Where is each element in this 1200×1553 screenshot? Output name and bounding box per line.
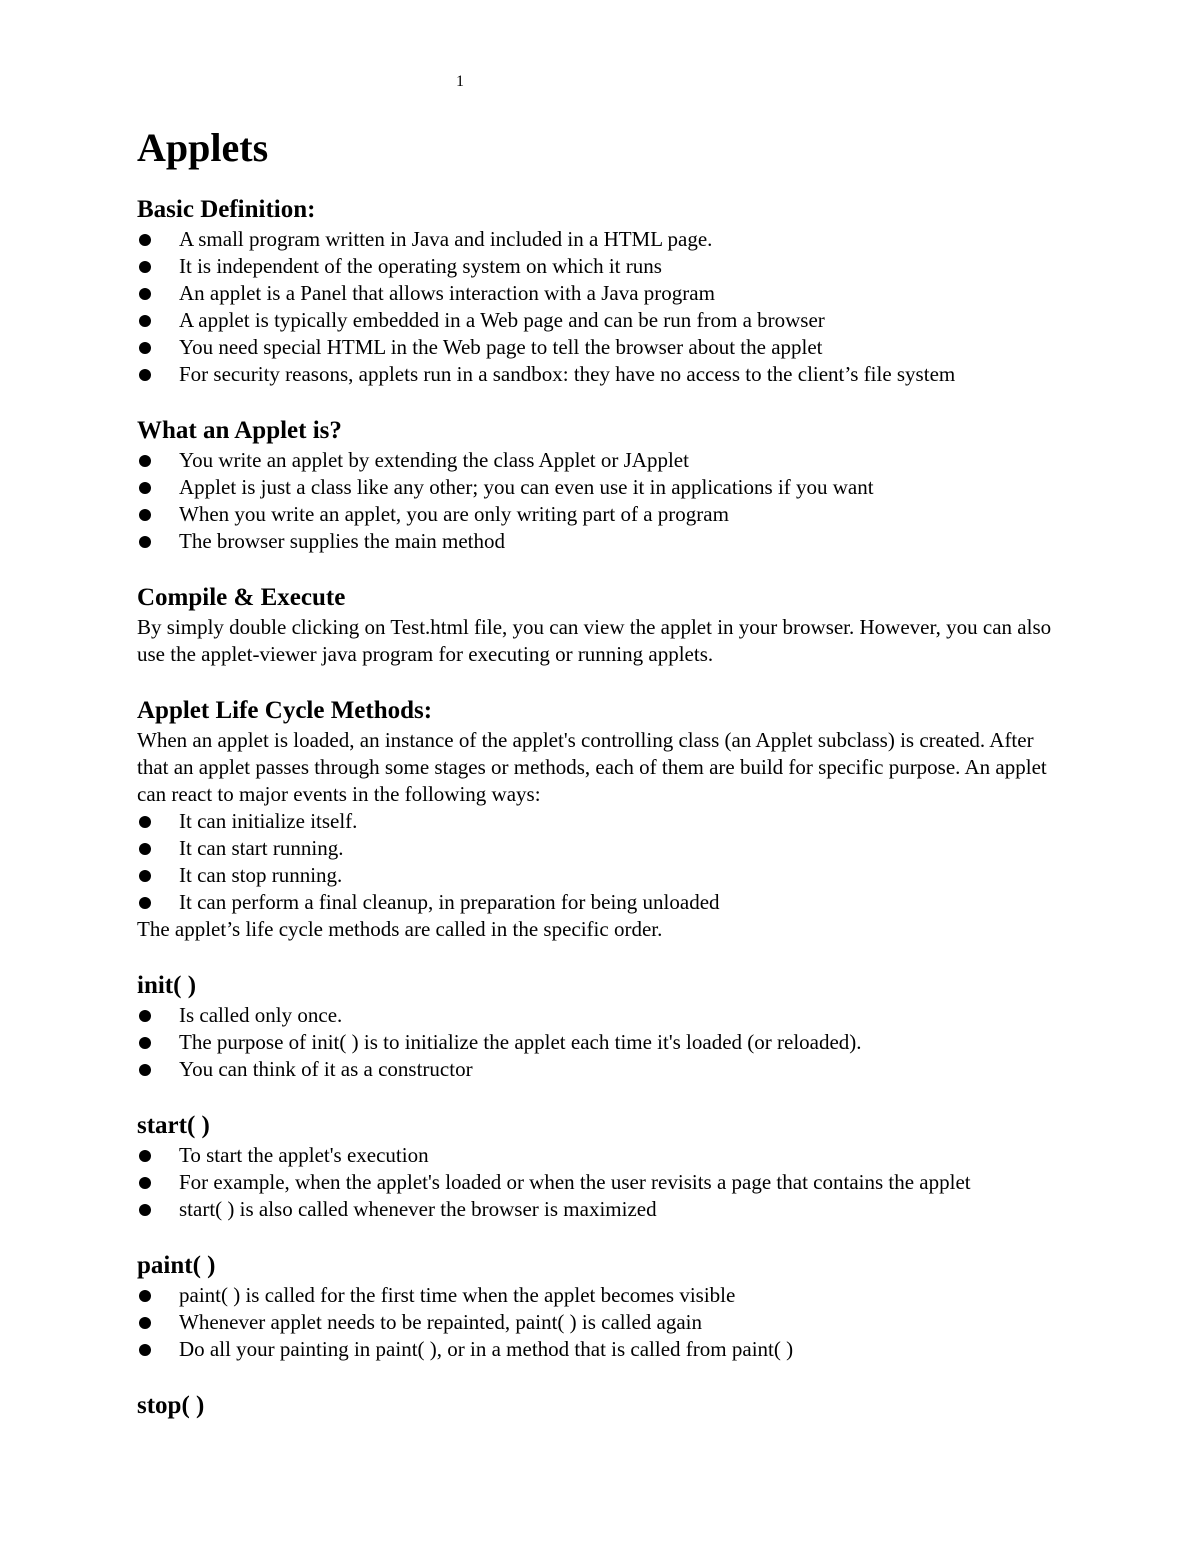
list-item: You can think of it as a constructor	[137, 1056, 1067, 1083]
section-heading: start( )	[137, 1112, 210, 1139]
bullet-list	[137, 226, 1067, 388]
list-item: Do all your painting in paint( ), or in a method that is called from paint( )	[137, 1336, 1067, 1363]
section-what-an-applet-is	[137, 415, 1067, 555]
paragraph: By simply double clicking on Test.html file, you can view the applet in your browser. However, you can also use the applet-viewer java program for executing or running applets.	[137, 615, 1052, 666]
bullet-list	[137, 447, 1067, 555]
section-heading: stop( )	[137, 1392, 205, 1419]
section-life-cycle-methods	[137, 695, 1067, 943]
bullet-icon	[139, 455, 151, 467]
bullet-icon	[139, 1037, 151, 1049]
bullet-icon	[139, 509, 151, 521]
bullet-icon	[139, 816, 151, 828]
bullet-icon	[139, 843, 151, 855]
bullet-list	[137, 1282, 1067, 1363]
bullet-icon	[139, 1344, 151, 1356]
section-heading: Basic Definition:	[137, 196, 316, 223]
list-item: A small program written in Java and included in a HTML page.	[137, 226, 1067, 253]
bullet-icon	[139, 288, 151, 300]
list-item: The browser supplies the main method	[137, 528, 1067, 555]
bullet-icon	[139, 1204, 151, 1216]
list-item: paint( ) is called for the first time when the applet becomes visible	[137, 1282, 1067, 1309]
bullet-list	[137, 1142, 1067, 1223]
document-body	[137, 124, 1067, 1449]
bullet-icon	[139, 1064, 151, 1076]
section-stop	[137, 1390, 1067, 1422]
bullet-icon	[139, 342, 151, 354]
list-item: For example, when the applet's loaded or when the user revisits a page that contains the applet	[137, 1169, 1067, 1196]
list-item: When you write an applet, you are only writing part of a program	[137, 501, 1067, 528]
bullet-icon	[139, 315, 151, 327]
list-item: It can initialize itself.	[137, 808, 1067, 835]
bullet-list	[137, 808, 1067, 916]
list-item: An applet is a Panel that allows interaction with a Java program	[137, 280, 1067, 307]
bullet-icon	[139, 1010, 151, 1022]
list-item: Is called only once.	[137, 1002, 1067, 1029]
bullet-icon	[139, 1290, 151, 1302]
section-compile-execute	[137, 582, 1067, 668]
bullet-icon	[139, 261, 151, 273]
document-title: Applets	[137, 125, 269, 170]
bullet-icon	[139, 1317, 151, 1329]
section-start	[137, 1110, 1067, 1223]
list-item: It can stop running.	[137, 862, 1067, 889]
bullet-icon	[139, 536, 151, 548]
bullet-icon	[139, 1150, 151, 1162]
section-paint	[137, 1250, 1067, 1363]
list-item: start( ) is also called whenever the browser is maximized	[137, 1196, 1067, 1223]
section-heading: init( )	[137, 972, 197, 999]
list-item: Whenever applet needs to be repainted, paint( ) is called again	[137, 1309, 1067, 1336]
bullet-icon	[139, 897, 151, 909]
section-heading: Applet Life Cycle Methods:	[137, 697, 433, 724]
bullet-icon	[139, 870, 151, 882]
list-item: To start the applet's execution	[137, 1142, 1067, 1169]
bullet-icon	[139, 369, 151, 381]
paragraph: When an applet is loaded, an instance of the applet's controlling class (an Applet subclass) is created. After that an applet passes through some stages or methods, each of them are build for specific purpose. An applet can react to major events in the following ways:	[137, 728, 1047, 806]
page-number: 1	[456, 73, 464, 90]
list-item: You write an applet by extending the class Applet or JApplet	[137, 447, 1067, 474]
bullet-icon	[139, 234, 151, 246]
list-item: A applet is typically embedded in a Web page and can be run from a browser	[137, 307, 1067, 334]
list-item: It can perform a final cleanup, in preparation for being unloaded	[137, 889, 1067, 916]
section-init	[137, 970, 1067, 1083]
section-basic-definition	[137, 194, 1067, 388]
list-item: You need special HTML in the Web page to tell the browser about the applet	[137, 334, 1067, 361]
section-heading: What an Applet is?	[137, 417, 342, 444]
section-heading: Compile & Execute	[137, 584, 346, 611]
list-item: Applet is just a class like any other; you can even use it in applications if you want	[137, 474, 1067, 501]
bullet-icon	[139, 1177, 151, 1189]
paragraph: The applet’s life cycle methods are called in the specific order.	[137, 917, 663, 941]
section-heading: paint( )	[137, 1252, 216, 1279]
bullet-list	[137, 1002, 1067, 1083]
bullet-icon	[139, 482, 151, 494]
list-item: It can start running.	[137, 835, 1067, 862]
list-item: It is independent of the operating system on which it runs	[137, 253, 1067, 280]
list-item: For security reasons, applets run in a sandbox: they have no access to the client’s file system	[137, 361, 1067, 388]
list-item: The purpose of init( ) is to initialize the applet each time it's loaded (or reloaded).	[137, 1029, 1067, 1056]
